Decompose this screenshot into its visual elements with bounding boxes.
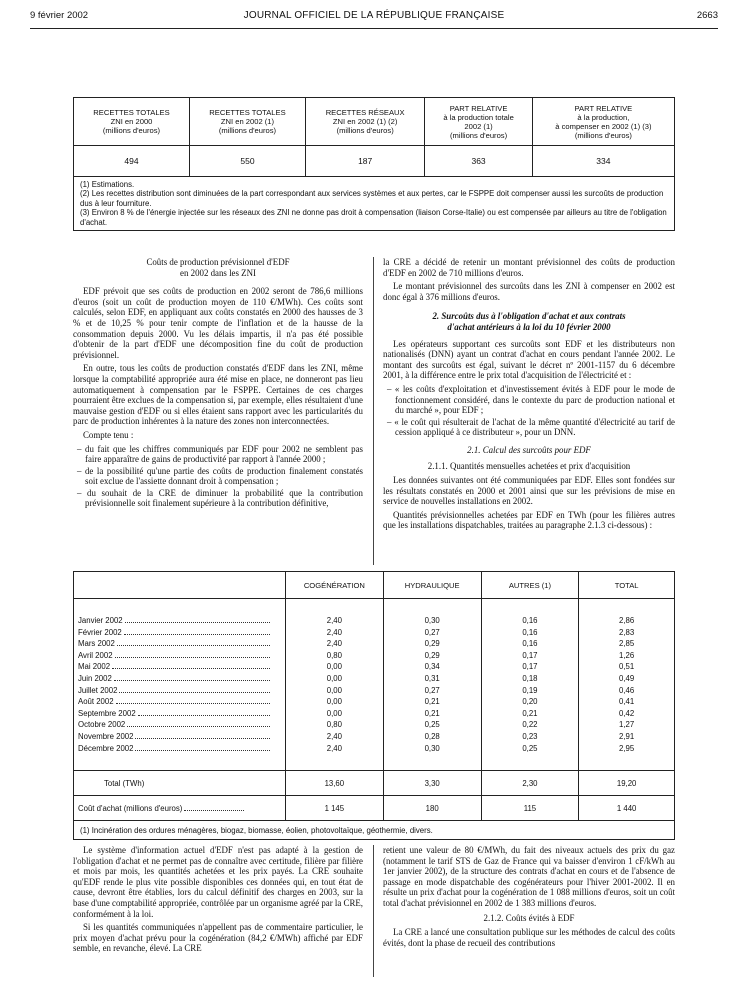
- column-divider: [373, 257, 374, 565]
- revenue-value-cell: 334: [532, 146, 674, 177]
- header-line: (millions d'euros): [102, 126, 161, 135]
- cost-value: 115: [481, 796, 579, 821]
- quantity-cell: 2,85: [579, 638, 675, 650]
- list-item: – « le coût qui résulterait de l'achat de la même quantité d'électricité au tarif de cession appliqué à ce distributeur », pour un DNN.: [387, 416, 675, 438]
- cost-row: [74, 796, 675, 821]
- paragraph: EDF prévoit que ses coûts de production en 2002 seront de 786,6 millions d'euros (soit un coût de production moyen de 110 €/MWh). Ces coûts sont calculés, selon EDF, en appliquant aux coûts constatés en 2000 des hausses de 3 % et de 10,25 % pour tenir compte de l'inflation et de la hausse de la consommation depuis 2000. Vu les délais impartis, il n'a pas été possible d'obtenir de la part d'EDF une décomposition fine du coût de production prévisionnel.: [73, 286, 363, 360]
- section-heading: Coûts de production prévisionnel d'EDF: [146, 257, 290, 267]
- paragraph: Si les quantités communiquées n'appellent pas de commentaire particulier, le prix moyen d'achat prévu pour la cogénération (84,2 €/MWh) affiché par EDF semble, en revanche, élevé. La CRE: [73, 922, 363, 954]
- month-label: Janvier 2002: [78, 616, 123, 625]
- spacer-row: [74, 754, 675, 771]
- month-label-cell: [74, 719, 286, 731]
- header-line: à compenser en 2002 (1) (3): [555, 121, 652, 131]
- header-cell-blank: [74, 572, 286, 599]
- month-label: Décembre 2002: [78, 743, 134, 753]
- paragraph: Compte tenu :: [83, 429, 134, 440]
- footnote: (2) Les recettes distribution sont diminuées de la part correspondant aux services systèmes et aux pertes, car le FSPPE doit compenser aussi les surcoûts de production dus à leur fourniture.: [80, 189, 664, 208]
- revenue-notes-cell: [74, 177, 675, 231]
- revenue-value-cell: 550: [189, 146, 305, 177]
- quantity-cell: 0,00: [285, 708, 383, 720]
- revenue-header-cell: [532, 98, 674, 146]
- month-label-cell: [74, 685, 286, 697]
- cost-label: [74, 796, 286, 821]
- section-heading: 2. Surcoûts dus à l'obligation d'achat et aux contrats: [432, 311, 626, 322]
- quantity-cell: 0,29: [383, 650, 481, 662]
- quantity-cell: 0,25: [383, 719, 481, 731]
- quantity-cell: 2,83: [579, 627, 675, 639]
- quantity-cell: 0,16: [481, 638, 579, 650]
- table-note: (1) Incinération des ordures ménagères, biogaz, biomasse, éolien, photovoltaïque, géothermie, divers.: [74, 821, 675, 840]
- paragraph: Quantités prévisionnelles achetées par EDF en TWh (pour les filières autres que les installations dispatchables, traitées au paragraphe 2.1.3 ci-dessous) :: [383, 509, 675, 531]
- quantity-cell: 0,00: [285, 673, 383, 685]
- total-value: 13,60: [285, 771, 383, 796]
- quantity-cell: 2,40: [285, 627, 383, 639]
- quantity-cell: 0,27: [383, 685, 481, 697]
- quantity-cell: 0,00: [285, 685, 383, 697]
- month-label: Mars 2002: [78, 639, 115, 649]
- quantity-cell: 0,80: [285, 650, 383, 662]
- quantity-cell: 0,20: [481, 696, 579, 708]
- revenue-header-cell: [189, 98, 305, 146]
- subsection-heading: 2.1.2. Coûts évités à EDF: [483, 912, 575, 923]
- leader-dots: [124, 628, 270, 635]
- quantity-cell: 0,23: [481, 731, 579, 743]
- cost-value: 1 440: [579, 796, 675, 821]
- quantity-cell: 0,51: [579, 661, 675, 673]
- month-label: Novembre 2002: [78, 731, 134, 741]
- quantity-cell: 1,27: [579, 719, 675, 731]
- paragraph: retient une valeur de 80 €/MWh, du fait des niveaux actuels des prix du gaz (notamment le tarif STS de Gaz de France qui va baisser d'environ 1 cF/kWh au 1er janvier 2002), de la structure des contrats d'achat en cours et de l'absence de passage en mode dispatchable des cogénérateurs pour l'hiver 2001-2002. Il en résulte un prix d'achat pour la cogénération de 1 088 millions d'euros, soit un coût total d'achat prévisionnel en 2002 de 1 383 millions d'euros.: [383, 845, 675, 908]
- header-line: à la production,: [577, 112, 630, 122]
- leader-dots: [184, 804, 244, 811]
- column-header: TOTAL: [579, 572, 675, 599]
- quantity-cell: 0,18: [481, 673, 579, 685]
- paragraph: La CRE a lancé une consultation publique sur les méthodes de calcul des coûts évités, dont la phase de recueil des contributions: [383, 927, 675, 948]
- paragraph: la CRE a décidé de retenir un montant prévisionnel des coûts de production d'EDF en 2002 de 710 millions d'euros.: [383, 257, 675, 278]
- list-item: – du fait que les chiffres communiqués par EDF pour 2002 ne semblent pas faire apparaître de gains de productivité par rapport à l'année 2000 ;: [77, 443, 363, 465]
- month-label: Avril 2002: [78, 650, 113, 660]
- month-label: Mai 2002: [78, 662, 111, 672]
- month-label: Octobre 2002: [78, 720, 126, 730]
- leader-dots: [119, 686, 270, 693]
- cost-value: 1 145: [285, 796, 383, 821]
- leader-dots: [125, 616, 270, 623]
- leader-dots: [115, 651, 270, 658]
- paragraph: Le montant prévisionnel des surcoûts dans les ZNI à compenser en 2002 est donc égal à 376 millions d'euros.: [383, 281, 675, 302]
- quantity-cell: 2,95: [579, 743, 675, 755]
- header-page-number: 2663: [696, 10, 718, 21]
- table-row: [74, 685, 675, 697]
- table-row: [74, 719, 675, 731]
- month-label-cell: [74, 731, 286, 743]
- header-line: RECETTES TOTALES: [93, 108, 170, 117]
- column-header: HYDRAULIQUE: [383, 572, 481, 599]
- month-label-cell: [74, 708, 286, 720]
- month-label-cell: [74, 638, 286, 650]
- column-header: AUTRES (1): [481, 572, 579, 599]
- bullet-list: [73, 444, 363, 510]
- bullet-list: [383, 384, 675, 438]
- quantity-cell: 2,40: [285, 731, 383, 743]
- header-line: ZNI en 2002 (1) (2): [332, 117, 398, 126]
- list-item: – de la possibilité qu'une partie des coûts de production finalement constatés soit exclue de l'assiette donnant droit à compensation ;: [77, 465, 363, 487]
- spacer-row: [74, 599, 675, 616]
- quantity-cell: 0,25: [481, 743, 579, 755]
- list-item: – du souhait de la CRE de diminuer la probabilité que la contribution prévisionnelle soit finalement supérieure à la contribution définitive,: [77, 487, 363, 509]
- quantity-cell: 0,46: [579, 685, 675, 697]
- paragraph: En outre, tous les coûts de production constatés d'EDF dans les ZNI, même lorsque la comptabilité appropriée aura été mise en place, ne donneront pas lieu automatiquement à compensation par le FSPPE. Certaines de ces charges pourraient être exclues de la compensation si, par exemple, elles résultaient d'une mauvaise gestion d'EDF ou si elles étaient sans rapport avec les particularités du parc de production inhérentes à la nature des zones non interconnectées.: [73, 363, 363, 427]
- header-line: 2002 (1): [464, 121, 493, 131]
- table-row: [74, 673, 675, 685]
- table-row: [74, 661, 675, 673]
- header-line: (millions d'euros): [574, 130, 632, 140]
- section-heading: en 2002 dans les ZNI: [180, 267, 256, 278]
- quantity-cell: 0,27: [383, 627, 481, 639]
- quantity-cell: 0,31: [383, 673, 481, 685]
- total-value: 3,30: [383, 771, 481, 796]
- month-rows: [74, 615, 675, 754]
- revenue-value-cell: 187: [305, 146, 424, 177]
- header-line: ZNI en 2000: [110, 117, 153, 126]
- quantity-cell: 1,26: [579, 650, 675, 662]
- month-label-cell: [74, 661, 286, 673]
- month-label: Août 2002: [78, 697, 114, 707]
- page-header: [30, 10, 718, 24]
- revenue-header-cell: [74, 98, 190, 146]
- right-column-upper: [383, 257, 675, 534]
- header-line: RECETTES TOTALES: [209, 108, 286, 117]
- leader-dots: [117, 639, 270, 646]
- quantity-cell: 2,86: [579, 615, 675, 627]
- section-heading: d'achat antérieurs à la loi du 10 février 2000: [447, 321, 611, 332]
- quantity-cell: 0,29: [383, 638, 481, 650]
- quantity-cell: 0,16: [481, 627, 579, 639]
- month-label-cell: [74, 696, 286, 708]
- month-label: Juin 2002: [78, 673, 112, 683]
- header-line: RECETTES RÉSEAUX: [325, 108, 405, 117]
- left-column-lower: [73, 845, 363, 957]
- month-label-cell: [74, 627, 286, 639]
- paragraph: Le système d'information actuel d'EDF n'est pas adapté à la gestion de l'obligation d'achat et ne permet pas de connaître avec certitude, filière par filière et mois par mois, les quantités achetées et les prix payés. La CRE souhaite qu'EDF rende le plus vite possible disponibles ces données qui, en tout état de cause, devront être établies, lors du calcul définitif des charges en 2003, sur la base d'une comptabilité appropriée, contrôlée par un organisme agréé par la CRE, conformément à la loi.: [73, 845, 364, 919]
- table-row: [74, 743, 675, 755]
- quantity-cell: 0,22: [481, 719, 579, 731]
- header-line: PART RELATIVE: [449, 103, 508, 113]
- revenue-header-cell: [305, 98, 424, 146]
- month-label: Juillet 2002: [78, 685, 118, 695]
- header-title: JOURNAL OFFICIEL DE LA RÉPUBLIQUE FRANÇAISE: [243, 10, 505, 21]
- month-label-cell: [74, 673, 286, 685]
- revenue-table-header-row: [74, 98, 675, 146]
- leader-dots: [116, 697, 270, 704]
- table-row: [74, 731, 675, 743]
- total-row: [74, 771, 675, 796]
- table-row: [74, 696, 675, 708]
- quantity-cell: 2,40: [285, 743, 383, 755]
- quantity-cell: 0,30: [383, 743, 481, 755]
- quantity-cell: 2,40: [285, 615, 383, 627]
- quantity-cell: 0,21: [481, 708, 579, 720]
- quantity-cell: 0,41: [579, 696, 675, 708]
- header-line: (millions d'euros): [336, 126, 394, 135]
- quantity-cell: 0,16: [481, 615, 579, 627]
- quantity-cell: 0,49: [579, 673, 675, 685]
- subsection-heading: 2.1. Calcul des surcoûts pour EDF: [467, 444, 591, 455]
- right-column-lower: [383, 845, 675, 951]
- leader-dots: [127, 720, 270, 727]
- leader-dots: [114, 674, 270, 681]
- paragraph: Les opérateurs supportant ces surcoûts sont EDF et les distributeurs non nationalisés (DNN) ayant un contrat d'achat en cours pendant l'année 2002. Le montant des surcoûts est égal, suivant le décret nº 2001-1157 du 6 décembre 2001, à la différence entre le prix total d'acquisition de l'électricité et :: [383, 338, 675, 381]
- leader-dots: [112, 662, 270, 669]
- month-label-cell: [74, 743, 286, 755]
- table-row: [74, 650, 675, 662]
- quantity-cell: 0,17: [481, 661, 579, 673]
- revenue-value-cell: 494: [74, 146, 190, 177]
- column-divider: [373, 845, 374, 977]
- header-line: (millions d'euros): [218, 126, 277, 135]
- header-line: ZNI en 2002 (1): [220, 117, 275, 126]
- month-label-cell: [74, 650, 286, 662]
- monthly-quantities-table: [73, 571, 675, 840]
- quantity-cell: 2,91: [579, 731, 675, 743]
- quantity-cell: 0,80: [285, 719, 383, 731]
- table-note-row: [74, 821, 675, 840]
- leader-dots: [138, 709, 270, 716]
- quantity-cell: 0,34: [383, 661, 481, 673]
- revenue-value-cell: 363: [425, 146, 532, 177]
- quantity-cell: 0,28: [383, 731, 481, 743]
- quantity-cell: 0,17: [481, 650, 579, 662]
- subsection-heading: 2.1.1. Quantités mensuelles achetées et prix d'acquisition: [427, 460, 631, 471]
- header-date: 9 février 2002: [30, 10, 89, 21]
- quantities-header-row: [74, 572, 675, 599]
- revenue-header-cell: [425, 98, 532, 146]
- cost-value: 180: [383, 796, 481, 821]
- month-label-cell: [74, 615, 286, 627]
- table-row: [74, 627, 675, 639]
- header-line: PART RELATIVE: [574, 103, 633, 113]
- left-column-upper: [73, 257, 363, 512]
- footnote: (3) Environ 8 % de l'énergie injectée sur les réseaux des ZNI ne donne pas droit à compensation (liaison Corse-Italie) ou est compensée par ailleurs au titre de l'obligation d'achat.: [80, 208, 667, 227]
- paragraph: Les données suivantes ont été communiquées par EDF. Elles sont fondées sur les résultats constatés en 2000 et 2001 ainsi que sur les prévisions de mise en service de nouvelles installations en 2002.: [383, 475, 675, 507]
- cost-label-text: Coût d'achat (millions d'euros): [78, 803, 183, 813]
- quantity-cell: 2,40: [285, 638, 383, 650]
- total-value: 19,20: [579, 771, 675, 796]
- leader-dots: [135, 744, 270, 751]
- quantity-cell: 0,19: [481, 685, 579, 697]
- header-line: (millions d'euros): [449, 130, 508, 140]
- month-label: Février 2002: [78, 627, 122, 637]
- quantity-cell: 0,21: [383, 696, 481, 708]
- header-line: à la production totale: [443, 112, 514, 122]
- table-row: [74, 638, 675, 650]
- quantity-cell: 0,42: [579, 708, 675, 720]
- table-row: [74, 615, 675, 627]
- revenue-table: [73, 97, 675, 231]
- quantity-cell: 0,30: [383, 615, 481, 627]
- revenue-table-notes-row: [74, 177, 675, 231]
- list-item: – « les coûts d'exploitation et d'investissement évités à EDF pour le mode de fonctionnement considéré, dans le contexte du parc de production national et du marché », pour EDF ;: [387, 383, 675, 416]
- leader-dots: [135, 732, 270, 739]
- total-value: 2,30: [481, 771, 579, 796]
- column-header: COGÉNÉRATION: [285, 572, 383, 599]
- revenue-table-values-row: [74, 146, 675, 177]
- table-row: [74, 708, 675, 720]
- month-label: Septembre 2002: [78, 708, 136, 718]
- quantity-cell: 0,00: [285, 696, 383, 708]
- total-label: Total (TWh): [74, 771, 286, 796]
- footnote: (1) Estimations.: [80, 180, 135, 189]
- quantity-cell: 0,00: [285, 661, 383, 673]
- quantity-cell: 0,21: [383, 708, 481, 720]
- header-rule: [30, 28, 718, 29]
